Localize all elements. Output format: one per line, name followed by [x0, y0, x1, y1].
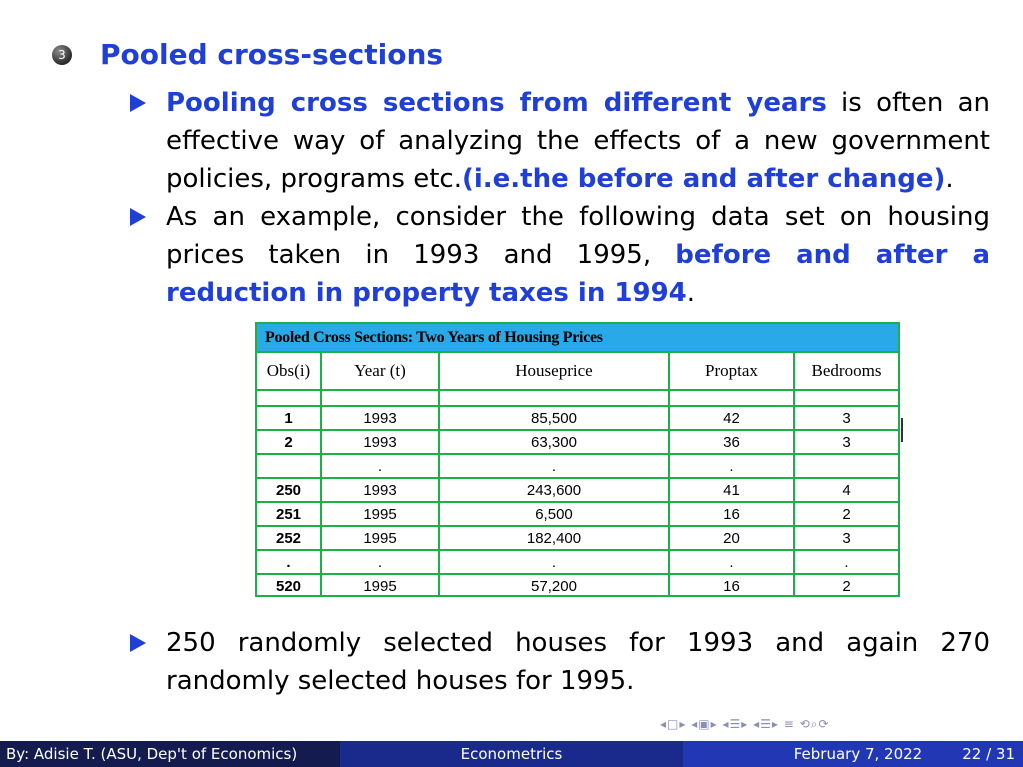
nav-section-next-icon[interactable]: ▸ [741, 717, 749, 731]
table-row [257, 430, 898, 454]
cell-proptax: 36 [669, 430, 794, 454]
cell-houseprice: 182,400 [439, 526, 669, 550]
nav-subsection-prev-icon[interactable]: ◂ [691, 717, 699, 731]
table-row [257, 574, 898, 597]
cell-year: 1993 [321, 478, 439, 502]
nav-subsection-next-icon[interactable]: ▸ [710, 717, 718, 731]
cell-obs: 520 [257, 574, 321, 597]
cell-year: 1995 [321, 502, 439, 526]
table-row [257, 406, 898, 430]
bullet-plain-text: 250 randomly selected houses for 1993 and again 270 randomly selected houses for 1995. [166, 628, 990, 696]
bullet-plain-text-2: . [686, 278, 696, 308]
header-year: Year (t) [321, 353, 439, 390]
cell-obs: . [257, 550, 321, 574]
cell-bedrooms: . [794, 550, 898, 574]
header-proptax: Proptax [669, 353, 794, 390]
stray-border-mark [901, 418, 903, 442]
cell-proptax: . [669, 454, 794, 478]
nav-frame-icon[interactable]: □ [667, 717, 680, 731]
footer-date: February 7, 2022 [793, 745, 923, 763]
nav-subsection-icon[interactable]: ▣ [698, 717, 711, 731]
cell-bedrooms: 3 [794, 406, 898, 430]
bullet-plain-text: is often an effective way of analyzing the effects of a new government policies, programs etc. [166, 88, 990, 194]
nav-section-icon[interactable]: ☰ [729, 717, 742, 731]
table-row [257, 502, 898, 526]
nav-frame-next-icon[interactable]: ▸ [679, 717, 687, 731]
cell-obs [257, 454, 321, 478]
table-row [257, 526, 898, 550]
data-table [257, 353, 898, 597]
nav-doc-icon[interactable]: ☰ [760, 717, 772, 731]
table-row [257, 550, 898, 574]
cell-proptax: 41 [669, 478, 794, 502]
cell-bedrooms: 3 [794, 430, 898, 454]
bullet-text [166, 84, 990, 198]
bullet-bold-text-2: (i.e.the before and after change) [462, 164, 946, 194]
cell-bedrooms [794, 454, 898, 478]
cell-obs: 251 [257, 502, 321, 526]
cell-obs: 1 [257, 406, 321, 430]
triangle-bullet-icon [130, 208, 146, 226]
beamer-navigation-symbols[interactable] [660, 717, 830, 732]
cell-houseprice: 6,500 [439, 502, 669, 526]
header-bedrooms: Bedrooms [794, 353, 898, 390]
slide-footer [0, 741, 1023, 767]
header-obs: Obs(i) [257, 353, 321, 390]
nav-frame-prev-icon[interactable]: ◂ [660, 717, 668, 731]
cell-houseprice: 85,500 [439, 406, 669, 430]
cell-houseprice: 243,600 [439, 478, 669, 502]
cell-houseprice: 63,300 [439, 430, 669, 454]
cell-bedrooms: 4 [794, 478, 898, 502]
cell-proptax: 20 [669, 526, 794, 550]
nav-search-icon[interactable]: ⟲⌕⟳ [799, 717, 830, 731]
cell-year: 1995 [321, 574, 439, 597]
nav-section-prev-icon[interactable]: ◂ [722, 717, 730, 731]
table-row [257, 478, 898, 502]
footer-page-number: 22 / 31 [962, 745, 1015, 763]
cell-year: 1995 [321, 526, 439, 550]
bullet-bold-text: before and after a reduction in property taxes in 1994 [166, 240, 991, 308]
bullet-plain-text-2: . [945, 164, 954, 194]
cell-bedrooms: 2 [794, 502, 898, 526]
footer-right [683, 741, 1023, 767]
bullet-example [130, 198, 990, 312]
nav-doc-prev-icon[interactable]: ◂ [753, 717, 761, 731]
bullet-text [166, 624, 990, 700]
housing-price-table [255, 322, 900, 597]
cell-bedrooms: 3 [794, 526, 898, 550]
section-number-ball: 3 [52, 45, 72, 65]
table-title: Pooled Cross Sections: Two Years of Housing Prices [257, 324, 898, 353]
cell-year: . [321, 454, 439, 478]
cell-proptax: 42 [669, 406, 794, 430]
footer-author: By: Adisie T. (ASU, Dep't of Economics) [0, 741, 340, 767]
cell-obs: 250 [257, 478, 321, 502]
bullet-bold-text: Pooling cross sections from different years [166, 88, 827, 118]
cell-year: 1993 [321, 406, 439, 430]
nav-doc-next-icon[interactable]: ▸ [771, 717, 779, 731]
cell-proptax: 16 [669, 502, 794, 526]
cell-bedrooms: 2 [842, 577, 851, 595]
nav-toc-icon[interactable]: ≡ [783, 717, 795, 731]
cell-obs: 2 [257, 430, 321, 454]
cell-proptax: 16 [669, 574, 794, 597]
section-title: Pooled cross-sections [100, 38, 444, 71]
header-houseprice: Houseprice [439, 353, 669, 390]
cell-year: 1993 [321, 430, 439, 454]
triangle-bullet-icon [130, 634, 146, 652]
section-heading [52, 38, 443, 71]
cell-houseprice: 57,200 [439, 574, 669, 597]
cell-year: . [321, 550, 439, 574]
cell-houseprice: . [439, 454, 669, 478]
table-row [257, 454, 898, 478]
bullet-sample-sizes [130, 624, 990, 700]
footer-course: Econometrics [340, 741, 683, 767]
cell-houseprice: . [439, 550, 669, 574]
triangle-bullet-icon [130, 94, 146, 112]
cell-obs: 252 [257, 526, 321, 550]
bullet-pooling [130, 84, 990, 198]
table-header-row [257, 353, 898, 390]
bullet-text [166, 198, 990, 312]
table-spacer-row [257, 390, 898, 406]
bullet-plain-text: As an example, consider the following data set on housing prices taken in 1993 and 1995, [166, 202, 990, 270]
cell-proptax: . [669, 550, 794, 574]
